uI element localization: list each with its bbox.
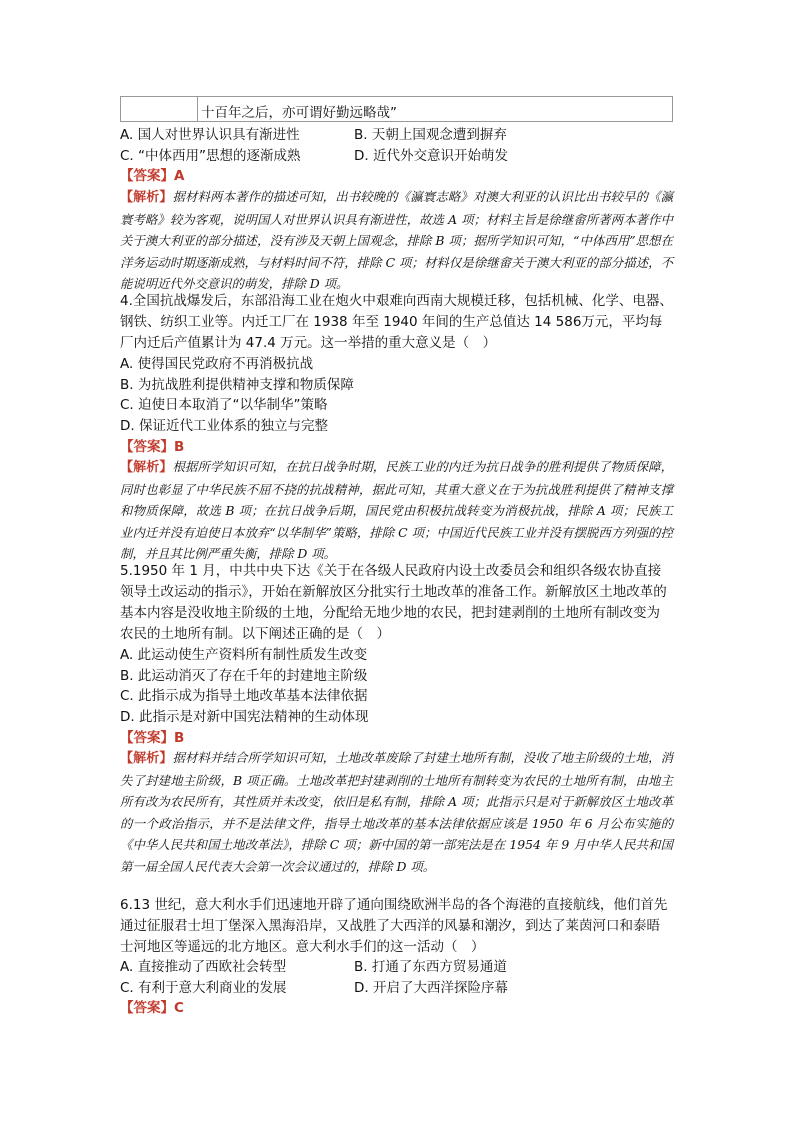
q5-option-b: B. 此运动消灭了存在千年的封建地主阶级 <box>120 668 368 684</box>
q3-option-c: C. “中体西用”思想的逐渐成熟 <box>120 148 301 164</box>
q4-option-a: A. 使得国民党政府不再消极抗战 <box>120 356 314 372</box>
analysis-tag: 【解析】 <box>120 460 173 475</box>
material-table <box>120 96 673 122</box>
analysis-tag: 【解析】 <box>120 190 173 205</box>
q5-stem: 5.1950 年 1 月，中共中央下达《关于在各级人民政府内设土改委员会和组织各级农协直接领导土改运动的指示》，开始在新解放区分批实行土地改革的准备工作。新解放区土地改革的基本内容是没收地主阶级的土地，分配给无地少地的农民，把封建剥削的土地所有制改变为农民的土地所有制。以下阐述正确的是（ ） <box>120 563 667 642</box>
q6-option-b: B. 打通了东西方贸易通道 <box>354 959 507 975</box>
q4-option-d: D. 保证近代工业体系的独立与完整 <box>120 418 328 434</box>
analysis-text: 据材料并结合所学知识可知，土地改革废除了封建土地所有制，没收了地主阶级的土地，消失了封建地主阶级，B 项正确。土地改革把封建剥削的土地所有制转变为农民的土地所有制，由地主所有改为农民所有，其性质并未改变，依旧是私有制，排除 A 项；此指示只是对于新解放区土地改革的一个政治指示，并不是法律文件，指导土地改革的基本法律依据应该是 1950 年 6 月公布实施的《中华人民共和国土地改革法》，排除 C 项；新中国的第一部宪法是在 1954 年 9 月中华人民共和国第一届全国人民代表大会第一次会议通过的，排除 D 项。 <box>120 750 673 874</box>
q6-answer: 【答案】C <box>120 1000 184 1016</box>
q6-option-a: A. 直接推动了西欧社会转型 <box>120 959 287 975</box>
analysis-tag: 【解析】 <box>120 751 173 766</box>
q4-stem: 4.全国抗战爆发后，东部沿海工业在炮火中艰难向西南大规模迁移，包括机械、化学、电器、钢铁、纺织工业等。内迁工厂在 1938 年至 1940 年间的生产总值达 14 586万元，平均每厂内迁后产值累计为 47.4 万元。这一举措的重大意义是（ ） <box>120 293 673 351</box>
q3-option-b: B. 天朝上国观念遭到摒弃 <box>354 127 507 143</box>
q5-option-a: A. 此运动使生产资料所有制性质发生改变 <box>120 647 368 663</box>
q5-option-c: C. 此指示成为指导土地改革基本法律依据 <box>120 688 368 704</box>
q4-analysis <box>120 456 673 565</box>
table-divider <box>197 97 198 121</box>
q3-analysis <box>120 186 673 295</box>
q3-option-a: A. 国人对世界认识具有渐进性 <box>120 127 300 143</box>
analysis-text: 根据所学知识可知，在抗日战争时期，民族工业的内迁为抗日战争的胜利提供了物质保障，同时也彰显了中华民族不屈不挠的抗战精神，据此可知，其重大意义在于为抗战胜利提供了精神支撑和物质保障，故选 B 项；在抗日战争后期，国民党由积极抗战转变为消极抗战，排除 A 项；民族工业内迁并没有迫使日本放弃“以华制华”策略，排除 C 项；中国近代民族工业并没有摆脱西方列强的控制，并且其比例严重失衡，排除 D 项。 <box>120 459 673 562</box>
q5-analysis <box>120 747 673 878</box>
q4-answer: 【答案】B <box>120 439 185 455</box>
q5-answer: 【答案】B <box>120 730 185 746</box>
q4-option-c: C. 迫使日本取消了“以华制华”策略 <box>120 397 328 413</box>
q6-option-d: D. 开启了大西洋探险序幕 <box>354 980 508 996</box>
q3-answer: 【答案】A <box>120 168 185 184</box>
q4-option-b: B. 为抗战胜利提供精神支撑和物质保障 <box>120 377 354 393</box>
q5-option-d: D. 此指示是对新中国宪法精神的生动体现 <box>120 709 369 725</box>
q3-option-d: D. 近代外交意识开始萌发 <box>354 148 508 164</box>
table-cell: 十百年之后，亦可谓好勤远略哉” <box>201 105 397 121</box>
q6-stem: 6.13 世纪，意大利水手们迅速地开辟了通向围绕欧洲半岛的各个海港的直接航线，他们首先通过征服君士坦丁堡深入黑海沿岸，又战胜了大西洋的风暴和潮汐，到达了莱茵河口和泰晤士河地区等遥远的北方地区。意大利水手们的这一活动（ ） <box>120 897 668 955</box>
analysis-text: 据材料两本著作的描述可知，出书较晚的《瀛寰志略》对澳大利亚的认识比出书较早的《瀛寰考略》较为客观，说明国人对世界认识具有渐进性，故选 A 项；材料主旨是徐继畲所著两本著作中关于澳大利亚的部分描述，没有涉及天朝上国观念，排除 B 项；据所学知识可知，“中体西用”思想在洋务运动时期逐渐成熟，与材料时间不符，排除 C 项；材料仅是徐继畲关于澳大利亚的部分描述，不能说明近代外交意识的萌发，排除 D 项。 <box>120 189 673 292</box>
q6-option-c: C. 有利于意大利商业的发展 <box>120 980 287 996</box>
